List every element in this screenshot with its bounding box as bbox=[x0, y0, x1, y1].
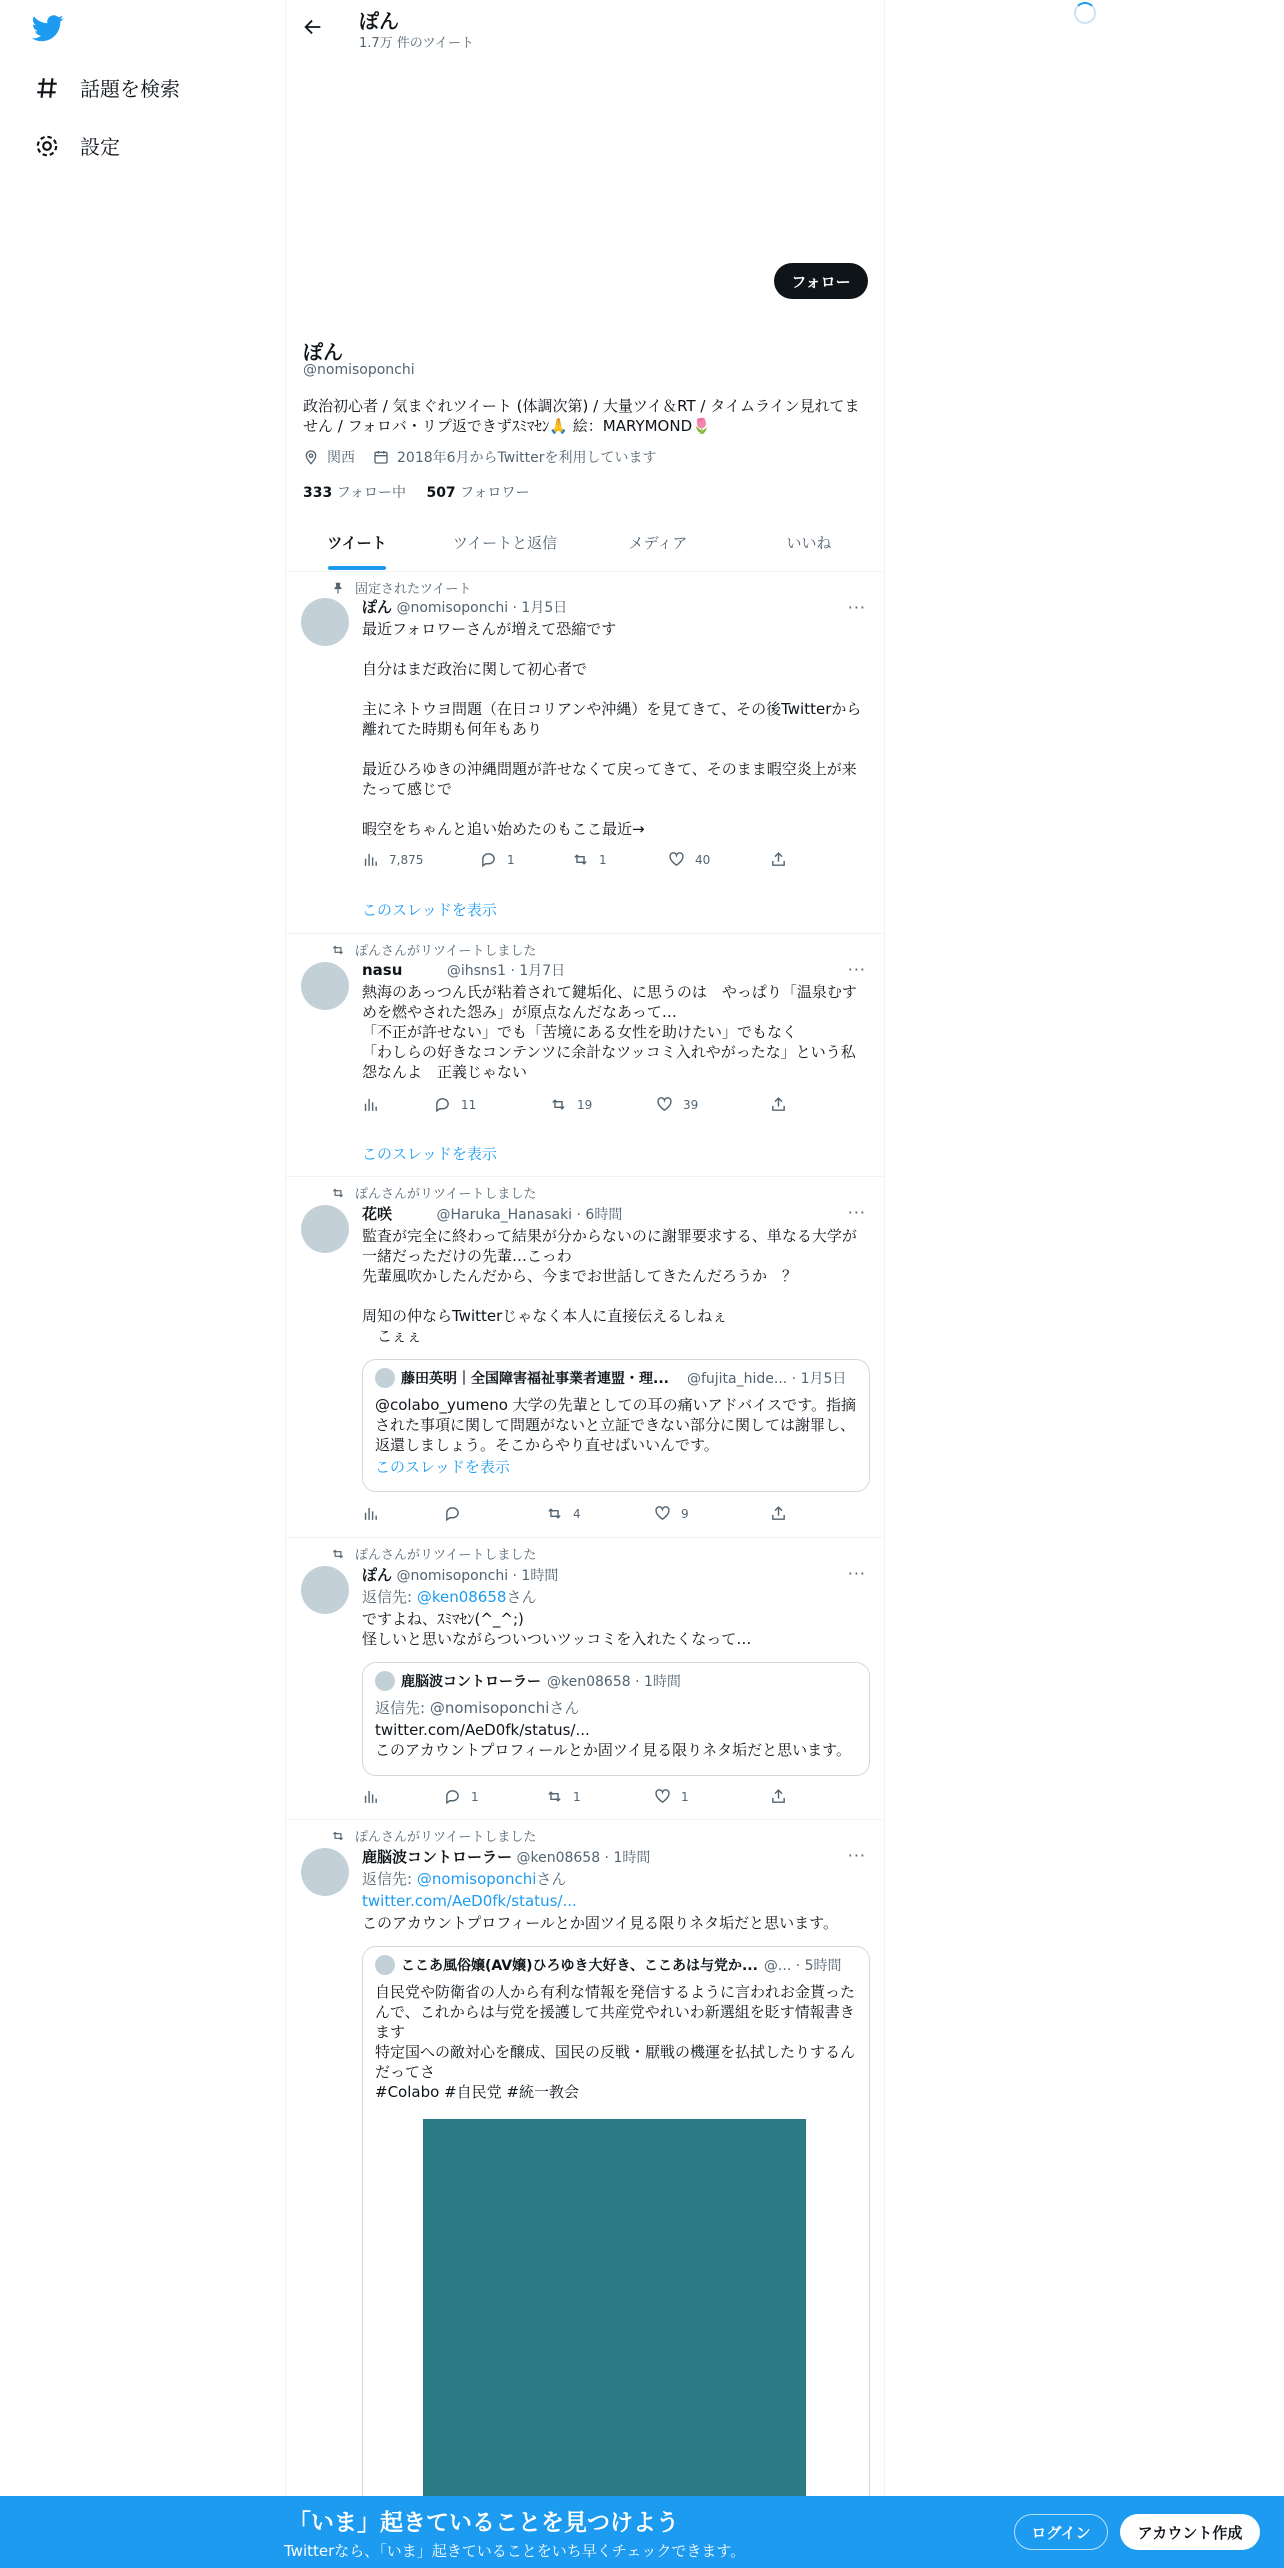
more-options-icon[interactable]: ··· bbox=[847, 960, 866, 979]
profile-tabs bbox=[286, 521, 884, 572]
more-options-icon[interactable]: ··· bbox=[847, 1846, 866, 1865]
header-name: ぽん bbox=[359, 9, 399, 33]
tweet-actions bbox=[362, 1788, 792, 1810]
retweet-button[interactable] bbox=[550, 1096, 592, 1113]
quoted-tweet[interactable] bbox=[362, 1662, 870, 1776]
pinned-context bbox=[331, 578, 471, 597]
like-button[interactable] bbox=[656, 1096, 698, 1113]
nav-settings[interactable] bbox=[34, 131, 120, 160]
tweet-text: 最近フォロワーさんが増えて恐縮です 自分はまだ政治に関して初心者で 主にネトウヨ問題（在日コリアンや沖縄）を見てきて、その後Twitterから離れてた時期も何年もあり 最近ひろゆきの沖縄問題が許せなくて戻ってきて、そのまま暇空炎上が来たって感じで 暇空をちゃんと追い始めたのもここ最近→ bbox=[362, 620, 862, 838]
author-meta: @nomisoponchi · 1月5日 bbox=[396, 600, 568, 616]
reply-to-link[interactable]: @ken08658 bbox=[416, 1588, 507, 1606]
tweet-body bbox=[362, 1203, 870, 1346]
main-column bbox=[285, 0, 885, 2568]
author-name[interactable]: nasu bbox=[362, 961, 403, 979]
calendar-icon bbox=[373, 449, 389, 465]
nav-explore-label: 話題を検索 bbox=[80, 77, 180, 101]
share-icon bbox=[770, 1505, 787, 1522]
tweet[interactable] bbox=[286, 572, 884, 934]
signup-button[interactable]: アカウント作成 bbox=[1120, 2514, 1260, 2550]
followers-link[interactable] bbox=[426, 485, 529, 501]
context-label: 固定されたツイート bbox=[355, 582, 472, 597]
tweet-actions bbox=[362, 1505, 792, 1527]
show-thread-link[interactable]: このスレッドを表示 bbox=[362, 1145, 497, 1163]
heart-icon bbox=[654, 1788, 671, 1805]
avatar[interactable] bbox=[301, 598, 349, 646]
retweet-count: 1 bbox=[573, 1789, 581, 1804]
profile-bio: 政治初心者 / 気まぐれツイート (体調次第) / 大量ツイ＆RT / タイムライン見れてません / フォロバ・リプ返できずｽﾐﾏｾﾝ🙏 絵：MARYMOND🌷 bbox=[303, 397, 860, 435]
like-button[interactable] bbox=[654, 1505, 689, 1522]
quote-meta: @fujita_hide... · 1月5日 bbox=[686, 1371, 847, 1387]
tweet[interactable] bbox=[286, 1538, 884, 1820]
tweet-header bbox=[362, 1846, 870, 1867]
reply-icon bbox=[444, 1788, 461, 1805]
show-thread-link[interactable]: このスレッドを表示 bbox=[362, 901, 497, 919]
reply-button[interactable] bbox=[444, 1505, 461, 1522]
reply-to-link[interactable]: @nomisoponchi bbox=[416, 1870, 537, 1888]
author-name[interactable]: ぽん bbox=[362, 1566, 393, 1584]
like-count: 9 bbox=[681, 1506, 689, 1521]
followers-count: 507 bbox=[426, 485, 456, 501]
avatar[interactable] bbox=[301, 1566, 349, 1614]
nav-explore[interactable] bbox=[34, 73, 180, 102]
analytics-icon bbox=[362, 851, 379, 868]
reply-button[interactable] bbox=[444, 1788, 479, 1805]
reply-to-line bbox=[362, 1587, 870, 1607]
tweet-header bbox=[362, 596, 870, 617]
profile-location: 関西 bbox=[327, 450, 355, 466]
context-label: ぽんさんがリツイートしました bbox=[355, 1830, 537, 1845]
tweet-text: 熱海のあっつん氏が粘着されて鍵垢化、に思うのは やっぱり「温泉むすめを燃やされた怨み」が原点なんだなあって… 「不正が許せない」でも「苦境にある女性を助けたい」でもなく 「わしらの好きなコンテンツに余計なツッコミ入れやがったな」という私怨なんよ 正義じゃない bbox=[362, 983, 857, 1081]
retweet-button[interactable] bbox=[546, 1505, 581, 1522]
author-name[interactable]: 鹿脳波コントローラー bbox=[362, 1848, 513, 1866]
profile-header bbox=[286, 0, 884, 52]
quote-text: twitter.com/AeD0fk/status/... このアカウントプロフィールとか固ツイ見る限りネタ垢だと思います。 bbox=[375, 1721, 851, 1759]
reply-prefix: 返信先: bbox=[362, 1588, 417, 1606]
profile-joined: 2018年6月からTwitterを利用しています bbox=[397, 450, 657, 466]
tab-media[interactable]: メディア bbox=[628, 534, 688, 552]
quote-header bbox=[375, 1368, 855, 1388]
loading-spinner-icon bbox=[1074, 2, 1096, 24]
nav-settings-label: 設定 bbox=[80, 135, 120, 159]
quote-header bbox=[375, 1671, 855, 1691]
reply-count: 11 bbox=[461, 1097, 477, 1112]
signup-banner bbox=[0, 2496, 1284, 2568]
hashtag-icon bbox=[34, 75, 60, 101]
quote-show-thread-link[interactable]: このスレッドを表示 bbox=[375, 1458, 510, 1476]
more-options-icon[interactable]: ··· bbox=[847, 598, 866, 617]
reply-suffix: さん bbox=[506, 1588, 537, 1606]
share-icon bbox=[770, 1788, 787, 1805]
share-button[interactable] bbox=[770, 851, 787, 868]
analytics-icon bbox=[362, 1505, 379, 1522]
retweet-count: 19 bbox=[577, 1097, 593, 1112]
tweet-header bbox=[362, 1564, 870, 1585]
following-link[interactable] bbox=[303, 485, 406, 501]
profile-counts bbox=[303, 482, 529, 502]
reply-prefix: 返信先: bbox=[362, 1870, 417, 1888]
tweet-actions bbox=[362, 1096, 792, 1118]
retweet-icon bbox=[331, 943, 345, 957]
heart-icon bbox=[668, 851, 685, 868]
more-options-icon[interactable]: ··· bbox=[847, 1203, 866, 1222]
analytics-icon bbox=[362, 1096, 379, 1113]
views[interactable] bbox=[362, 851, 423, 868]
header-tweet-count: 1.7万 件のツイート bbox=[359, 36, 474, 51]
retweet-icon bbox=[546, 1505, 563, 1522]
like-count: 40 bbox=[695, 852, 711, 867]
share-button[interactable] bbox=[770, 1788, 787, 1805]
heart-icon bbox=[654, 1505, 671, 1522]
gear-icon bbox=[34, 133, 60, 159]
avatar[interactable] bbox=[301, 1848, 349, 1896]
author-name[interactable]: ぽん bbox=[362, 598, 393, 616]
back-arrow-icon[interactable] bbox=[302, 16, 324, 38]
tweet-link-line bbox=[362, 1891, 870, 1911]
retweet-icon bbox=[572, 851, 589, 868]
tab-tweets-replies[interactable]: ツイートと返信 bbox=[452, 534, 558, 552]
views[interactable] bbox=[362, 1096, 379, 1113]
quote-meta: @... · 5時間 bbox=[763, 1958, 842, 1974]
views-count: 7,875 bbox=[389, 852, 424, 867]
tweet-body bbox=[362, 1846, 870, 1933]
quote-image[interactable] bbox=[423, 2119, 806, 2519]
tweet-text: 監査が完全に終わって結果が分からないのに謝罪要求する、単なる大学が一緒だっただけの先輩…こっわ 先輩風吹かしたんだから、今までお世話してきたんだろうか ？ 周知の仲ならTwitterじゃなく本人に直接伝えるしねぇ こぇぇ bbox=[362, 1227, 857, 1345]
like-count: 39 bbox=[683, 1097, 699, 1112]
share-button[interactable] bbox=[770, 1505, 787, 1522]
retweet-icon bbox=[546, 1788, 563, 1805]
heart-icon bbox=[656, 1096, 673, 1113]
share-button[interactable] bbox=[770, 1096, 787, 1113]
context-label: ぽんさんがリツイートしました bbox=[355, 1548, 537, 1563]
more-options-icon[interactable]: ··· bbox=[847, 1564, 866, 1583]
quote-author: 鹿脳波コントローラー bbox=[401, 1674, 541, 1690]
tweet-body bbox=[362, 960, 870, 1082]
retweet-icon bbox=[331, 1829, 345, 1843]
tweet-text: このアカウントプロフィールとか固ツイ見る限りネタ垢だと思います。 bbox=[362, 1914, 838, 1932]
analytics-icon bbox=[362, 1788, 379, 1805]
banner-title: 「いま」起きていることを見つけよう bbox=[288, 2510, 679, 2536]
retweet-icon bbox=[331, 1547, 345, 1561]
reply-icon bbox=[434, 1096, 451, 1113]
quote-avatar bbox=[375, 1955, 395, 1975]
avatar[interactable] bbox=[301, 962, 349, 1010]
profile-name: ぽん bbox=[303, 340, 343, 364]
profile-handle: @nomisoponchi bbox=[303, 362, 415, 378]
context-label: ぽんさんがリツイートしました bbox=[355, 944, 537, 959]
tab-likes[interactable]: いいね bbox=[786, 534, 832, 552]
banner-subtitle: Twitterなら、「いま」起きていることをいち早くチェックできます。 bbox=[284, 2542, 746, 2560]
author-meta: @ken08658 · 1時間 bbox=[516, 1850, 651, 1866]
tweet-actions bbox=[362, 851, 792, 873]
quote-author: ここあ風俗嬢(AV嬢)ひろゆき大好き、ここあは与党か... bbox=[401, 1958, 758, 1974]
views[interactable] bbox=[362, 1505, 379, 1522]
tweet-link[interactable]: twitter.com/AeD0fk/status/... bbox=[362, 1892, 577, 1910]
like-count: 1 bbox=[681, 1789, 689, 1804]
retweet-count: 4 bbox=[573, 1506, 581, 1521]
retweet-icon bbox=[550, 1096, 567, 1113]
tweet[interactable] bbox=[286, 1820, 884, 2496]
quote-avatar bbox=[375, 1671, 395, 1691]
location-pin-icon bbox=[303, 449, 319, 465]
author-meta: @ihsns1 · 1月7日 bbox=[446, 963, 566, 979]
reply-icon bbox=[444, 1505, 461, 1522]
quote-header bbox=[375, 1955, 855, 1975]
pin-icon bbox=[331, 581, 345, 595]
reply-count: 1 bbox=[471, 1789, 479, 1804]
login-button[interactable]: ログイン bbox=[1014, 2514, 1108, 2550]
reply-to-line bbox=[362, 1869, 870, 1889]
retweet-context bbox=[331, 940, 536, 959]
followers-label: フォロワー bbox=[460, 485, 530, 501]
retweet-button[interactable] bbox=[546, 1788, 581, 1805]
retweet-button[interactable] bbox=[572, 851, 607, 868]
like-button[interactable] bbox=[654, 1788, 689, 1805]
tweet-header bbox=[362, 1203, 870, 1224]
author-meta: @Haruka_Hanasaki · 6時間 bbox=[436, 1207, 623, 1223]
reply-icon bbox=[480, 851, 497, 868]
author-meta: @nomisoponchi · 1時間 bbox=[396, 1568, 559, 1584]
retweet-icon bbox=[331, 1186, 345, 1200]
quoted-tweet[interactable] bbox=[362, 1946, 870, 2546]
quote-text: 自民党や防衛省の人から有利な情報を発信するように言われお金貰ったんで、これからは与党を援護して共産党やれいわ新選組を貶す情報書きます 特定国への敵対心を醸成、国民の反戦・厭戦の機運を払拭したりするんだってさ #Colabo #自民党 #統一教会 bbox=[375, 1983, 856, 2101]
tweet[interactable] bbox=[286, 934, 884, 1177]
retweet-context bbox=[331, 1544, 536, 1563]
reply-count: 1 bbox=[507, 852, 515, 867]
context-label: ぽんさんがリツイートしました bbox=[355, 1187, 537, 1202]
tweet-header bbox=[362, 960, 870, 980]
quote-author: 藤田英明｜全国障害福祉事業者連盟・理... bbox=[401, 1371, 669, 1387]
tweet-text: ですよね、ｽﾐﾏｾﾝ(^_^;) 怪しいと思いながらついついツッコミを入れたくなって… bbox=[362, 1610, 752, 1648]
share-icon bbox=[770, 1096, 787, 1113]
reply-suffix: さん bbox=[536, 1870, 567, 1888]
tab-tweets[interactable]: ツイート bbox=[327, 534, 387, 552]
follow-button[interactable]: フォロー bbox=[774, 263, 868, 299]
tweet-body bbox=[362, 1564, 870, 1649]
quote-avatar bbox=[375, 1368, 395, 1388]
quote-reply-line: 返信先: @nomisoponchiさん bbox=[375, 1699, 580, 1717]
retweet-context bbox=[331, 1183, 536, 1202]
author-name[interactable]: 花咲 bbox=[362, 1205, 393, 1223]
left-nav bbox=[0, 0, 285, 2568]
avatar[interactable] bbox=[301, 1205, 349, 1253]
profile-meta bbox=[303, 447, 656, 467]
following-label: フォロー中 bbox=[336, 485, 406, 501]
quoted-tweet[interactable] bbox=[362, 1359, 870, 1492]
views[interactable] bbox=[362, 1788, 379, 1805]
tab-indicator bbox=[328, 566, 386, 570]
twitter-logo-icon[interactable] bbox=[30, 12, 66, 44]
reply-button[interactable] bbox=[480, 851, 515, 868]
retweet-context bbox=[331, 1826, 536, 1845]
quote-meta: @ken08658 · 1時間 bbox=[547, 1674, 681, 1690]
quote-text: @colabo_yumeno 大学の先輩としての耳の痛いアドバイスです。指摘された事項に関して問題がないと立証できない部分に関しては謝罪し、返還しましょう。そこからやり直せばいいんです。 bbox=[375, 1396, 857, 1454]
like-button[interactable] bbox=[668, 851, 710, 868]
following-count: 333 bbox=[303, 485, 333, 501]
reply-button[interactable] bbox=[434, 1096, 476, 1113]
retweet-count: 1 bbox=[599, 852, 607, 867]
tweet[interactable] bbox=[286, 1177, 884, 1538]
share-icon bbox=[770, 851, 787, 868]
tweet-body bbox=[362, 596, 870, 839]
